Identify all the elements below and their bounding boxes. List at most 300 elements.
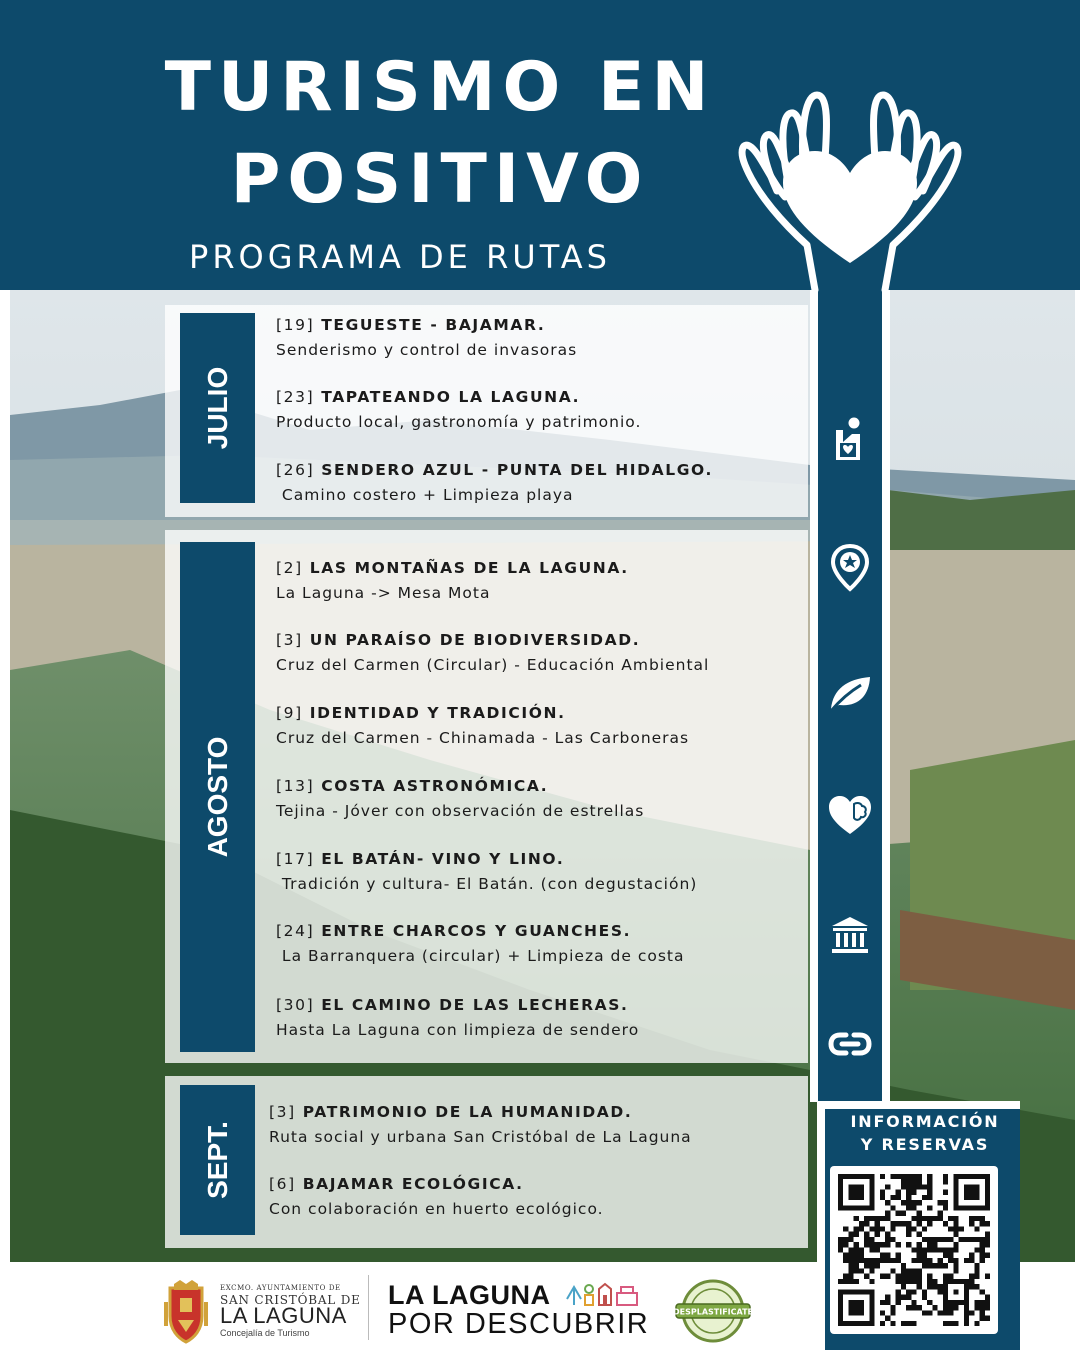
qr-module: [901, 1268, 906, 1273]
qr-module: [848, 1184, 864, 1200]
qr-module: [953, 1321, 958, 1326]
qr-module: [906, 1195, 911, 1200]
qr-module: [890, 1305, 895, 1310]
qr-module: [985, 1237, 990, 1242]
qr-module: [943, 1237, 948, 1242]
qr-module: [901, 1221, 906, 1226]
qr-module: [906, 1242, 911, 1247]
qr-module: [911, 1305, 916, 1310]
qr-module: [864, 1263, 869, 1268]
qr-module: [848, 1300, 864, 1316]
brand-line-1: LA LAGUNA: [388, 1280, 551, 1310]
title-line-2: POSITIVO: [230, 140, 650, 219]
page-title: [130, 42, 750, 226]
qr-module: [901, 1174, 906, 1179]
qr-module: [896, 1295, 901, 1300]
month-label-july: JULIO: [180, 313, 255, 503]
qr-module: [953, 1232, 958, 1237]
qr-module: [938, 1237, 943, 1242]
qr-module: [927, 1237, 932, 1242]
qr-module: [969, 1310, 974, 1315]
qr-module: [938, 1310, 943, 1315]
qr-module: [953, 1268, 958, 1273]
qr-module: [943, 1221, 948, 1226]
qr-module: [917, 1200, 922, 1205]
qr-module: [953, 1242, 958, 1247]
qr-module: [980, 1221, 985, 1226]
qr-module: [890, 1268, 895, 1273]
qr-module: [917, 1242, 922, 1247]
qr-module: [885, 1300, 890, 1305]
qr-module: [911, 1200, 916, 1205]
museum-icon: [818, 907, 882, 963]
qr-module: [901, 1284, 906, 1289]
qr-module: [896, 1190, 901, 1195]
qr-module: [906, 1274, 911, 1279]
route-item: [24] ENTRE CHARCOS Y GUANCHES. La Barranquera (circular) + Limpieza de costa: [276, 922, 685, 965]
qr-module: [969, 1221, 974, 1226]
qr-module: [943, 1310, 948, 1315]
qr-module: [875, 1226, 880, 1231]
qr-module: [890, 1321, 895, 1326]
qr-module: [980, 1247, 985, 1252]
cabildo-line-2: SAN CRISTÓBAL DE: [220, 1293, 361, 1307]
qr-module: [943, 1321, 948, 1326]
qr-module: [843, 1274, 848, 1279]
qr-module: [964, 1258, 969, 1263]
qr-module: [927, 1242, 932, 1247]
heart-brain-icon: [818, 788, 882, 844]
qr-module: [943, 1205, 948, 1210]
qr-module: [974, 1305, 979, 1310]
qr-module: [932, 1247, 937, 1252]
qr-module: [964, 1305, 969, 1310]
qr-module: [843, 1226, 848, 1231]
qr-module: [859, 1247, 864, 1252]
qr-module: [885, 1242, 890, 1247]
qr-module: [959, 1226, 964, 1231]
qr-code[interactable]: [830, 1166, 998, 1334]
badge-label: DESPLASTIFICATE: [672, 1307, 754, 1317]
qr-module: [864, 1232, 869, 1237]
route-item: [2] LAS MONTAÑAS DE LA LAGUNA. La Laguna -> Mesa Mota: [276, 559, 629, 602]
footer-divider: [368, 1275, 369, 1340]
page-subtitle: PROGRAMA DE RUTAS: [189, 238, 611, 276]
qr-module: [869, 1279, 874, 1284]
qr-module: [854, 1263, 859, 1268]
qr-module: [869, 1247, 874, 1252]
qr-module: [843, 1237, 848, 1242]
qr-module: [953, 1289, 958, 1294]
route-item: [13] COSTA ASTRONÓMICA. Tejina - Jóver con observación de estrellas: [276, 777, 645, 820]
cabildo-line-3: LA LAGUNA: [220, 1303, 347, 1328]
qr-module: [943, 1274, 948, 1279]
cabildo-line-1: EXCMO. AYUNTAMIENTO DE: [220, 1284, 341, 1292]
qr-module: [927, 1221, 932, 1226]
qr-module: [843, 1258, 848, 1263]
qr-module: [985, 1316, 990, 1321]
qr-module: [922, 1253, 927, 1258]
qr-module: [911, 1258, 916, 1263]
qr-module: [917, 1184, 922, 1189]
qr-module: [859, 1268, 864, 1273]
qr-module: [974, 1226, 979, 1231]
qr-module: [859, 1258, 864, 1263]
qr-module: [938, 1211, 943, 1216]
qr-module: [917, 1179, 922, 1184]
qr-module: [917, 1232, 922, 1237]
qr-module: [911, 1216, 916, 1221]
info-label: INFORMACIÓN Y RESERVAS: [850, 1112, 1000, 1154]
qr-module: [969, 1284, 974, 1289]
qr-module: [974, 1300, 979, 1305]
qr-module: [938, 1247, 943, 1252]
qr-module: [927, 1247, 932, 1252]
desplastificate-badge: [670, 1278, 756, 1344]
qr-module: [985, 1232, 990, 1237]
qr-module: [911, 1321, 916, 1326]
qr-module: [869, 1268, 874, 1273]
qr-module: [932, 1279, 937, 1284]
qr-module: [911, 1174, 916, 1179]
qr-module: [869, 1263, 874, 1268]
qr-module: [927, 1174, 932, 1179]
qr-module: [906, 1305, 911, 1310]
qr-module: [906, 1174, 911, 1179]
qr-module: [885, 1216, 890, 1221]
qr-module: [974, 1321, 979, 1326]
qr-module: [906, 1221, 911, 1226]
qr-module: [980, 1237, 985, 1242]
qr-module: [838, 1279, 843, 1284]
location-star-icon: [818, 540, 882, 596]
qr-module: [917, 1253, 922, 1258]
qr-module: [932, 1237, 937, 1242]
qr-module: [880, 1174, 885, 1179]
qr-module: [848, 1237, 853, 1242]
qr-module: [927, 1263, 932, 1268]
qr-module: [985, 1305, 990, 1310]
route-item: [6] BAJAMAR ECOLÓGICA. Con colaboración en huerto ecológico.: [269, 1175, 604, 1218]
qr-module: [896, 1253, 901, 1258]
route-item: [23] TAPATEANDO LA LAGUNA. Producto local, gastronomía y patrimonio.: [276, 388, 642, 431]
qr-module: [901, 1321, 906, 1326]
qr-module: [948, 1310, 953, 1315]
qr-module: [927, 1274, 932, 1279]
qr-module: [848, 1274, 853, 1279]
qr-module: [927, 1216, 932, 1221]
qr-module: [932, 1216, 937, 1221]
qr-module: [974, 1274, 979, 1279]
qr-module: [985, 1295, 990, 1300]
qr-module: [948, 1258, 953, 1263]
qr-module: [917, 1268, 922, 1273]
qr-module: [943, 1253, 948, 1258]
qr-module: [880, 1226, 885, 1231]
route-item: [30] EL CAMINO DE LAS LECHERAS. Hasta La Laguna con limpieza de sendero: [276, 996, 640, 1039]
qr-module: [922, 1310, 927, 1315]
qr-module: [875, 1263, 880, 1268]
month-label-september: SEPT.: [180, 1085, 255, 1235]
qr-module: [901, 1263, 906, 1268]
qr-module: [969, 1279, 974, 1284]
qr-module: [843, 1279, 848, 1284]
qr-module: [906, 1184, 911, 1189]
qr-module: [901, 1295, 906, 1300]
qr-module: [974, 1284, 979, 1289]
qr-module: [917, 1174, 922, 1179]
qr-module: [943, 1174, 948, 1179]
qr-module: [922, 1226, 927, 1231]
qr-module: [848, 1268, 853, 1273]
qr-module: [938, 1258, 943, 1263]
qr-module: [980, 1289, 985, 1294]
qr-module: [896, 1174, 901, 1179]
qr-module: [854, 1268, 859, 1273]
qr-module: [948, 1216, 953, 1221]
qr-module: [896, 1279, 901, 1284]
qr-module: [880, 1321, 885, 1326]
qr-module: [922, 1258, 927, 1263]
qr-module: [974, 1237, 979, 1242]
volunteer-icon: [818, 412, 882, 468]
qr-module: [869, 1216, 874, 1221]
qr-module: [848, 1263, 853, 1268]
brand-icons: [565, 1281, 641, 1311]
qr-module: [906, 1268, 911, 1273]
qr-module: [953, 1258, 958, 1263]
qr-module: [980, 1216, 985, 1221]
route-item: [3] PATRIMONIO DE LA HUMANIDAD. Ruta social y urbana San Cristóbal de La Laguna: [269, 1103, 692, 1146]
qr-module: [911, 1226, 916, 1231]
qr-module: [974, 1263, 979, 1268]
qr-module: [974, 1216, 979, 1221]
qr-module: [880, 1253, 885, 1258]
qr-module: [922, 1289, 927, 1294]
qr-module: [911, 1274, 916, 1279]
qr-module: [875, 1221, 880, 1226]
qr-module: [922, 1184, 927, 1189]
qr-module: [927, 1190, 932, 1195]
qr-module: [980, 1258, 985, 1263]
route-item: [9] IDENTIDAD Y TRADICIÓN. Cruz del Carmen - Chinamada - Las Carboneras: [276, 704, 690, 747]
qr-module: [854, 1226, 859, 1231]
qr-module: [927, 1310, 932, 1315]
qr-module: [843, 1253, 848, 1258]
qr-module: [911, 1190, 916, 1195]
cabildo-line-4: Concejalía de Turismo: [220, 1328, 310, 1338]
qr-module: [943, 1190, 948, 1195]
qr-module: [959, 1237, 964, 1242]
qr-module: [948, 1237, 953, 1242]
qr-module: [864, 1237, 869, 1242]
qr-module: [890, 1310, 895, 1315]
qr-module: [953, 1221, 958, 1226]
qr-module: [985, 1253, 990, 1258]
qr-module: [985, 1300, 990, 1305]
qr-module: [980, 1242, 985, 1247]
qr-module: [859, 1221, 864, 1226]
leaf-icon: [818, 665, 882, 721]
qr-module: [927, 1184, 932, 1189]
qr-module: [922, 1237, 927, 1242]
qr-module: [932, 1263, 937, 1268]
qr-module: [896, 1242, 901, 1247]
qr-module: [911, 1247, 916, 1252]
qr-module: [980, 1305, 985, 1310]
qr-module: [854, 1232, 859, 1237]
qr-module: [896, 1289, 901, 1294]
qr-module: [854, 1253, 859, 1258]
qr-module: [980, 1316, 985, 1321]
qr-module: [938, 1200, 943, 1205]
qr-module: [911, 1300, 916, 1305]
qr-module: [885, 1237, 890, 1242]
qr-module: [974, 1268, 979, 1273]
qr-module: [917, 1305, 922, 1310]
qr-module: [932, 1284, 937, 1289]
route-item: [17] EL BATÁN- VINO Y LINO. Tradición y cultura- El Batán. (con degustación): [276, 850, 698, 893]
qr-module: [932, 1305, 937, 1310]
qr-module: [927, 1284, 932, 1289]
qr-module: [901, 1211, 906, 1216]
qr-module: [896, 1221, 901, 1226]
qr-module: [948, 1274, 953, 1279]
qr-module: [896, 1274, 901, 1279]
qr-module: [885, 1232, 890, 1237]
qr-module: [906, 1321, 911, 1326]
qr-module: [880, 1310, 885, 1315]
qr-module: [848, 1232, 853, 1237]
qr-module: [854, 1279, 859, 1284]
qr-module: [880, 1242, 885, 1247]
qr-module: [917, 1284, 922, 1289]
qr-module: [848, 1279, 853, 1284]
qr-module: [896, 1258, 901, 1263]
qr-module: [969, 1216, 974, 1221]
qr-module: [927, 1279, 932, 1284]
qr-module: [917, 1279, 922, 1284]
qr-module: [980, 1310, 985, 1315]
qr-module: [896, 1211, 901, 1216]
september-panel: [165, 1076, 808, 1248]
title-line-1: TURISMO EN: [164, 48, 716, 127]
qr-module: [880, 1258, 885, 1263]
link-icon: [818, 1016, 882, 1072]
route-item: [3] UN PARAÍSO DE BIODIVERSIDAD. Cruz del Carmen (Circular) - Educación Ambiental: [276, 631, 710, 674]
qr-module: [880, 1300, 885, 1305]
qr-module: [838, 1242, 843, 1247]
qr-module: [880, 1190, 885, 1195]
qr-module: [859, 1253, 864, 1258]
qr-module: [901, 1274, 906, 1279]
qr-module: [922, 1295, 927, 1300]
qr-module: [869, 1237, 874, 1242]
qr-module: [938, 1289, 943, 1294]
qr-module: [964, 1237, 969, 1242]
qr-module: [906, 1190, 911, 1195]
qr-module: [964, 1184, 980, 1200]
qr-module: [906, 1200, 911, 1205]
qr-module: [901, 1200, 906, 1205]
qr-module: [943, 1305, 948, 1310]
qr-module: [932, 1242, 937, 1247]
qr-module: [864, 1221, 869, 1226]
qr-module: [974, 1247, 979, 1252]
month-label-august: AGOSTO: [180, 542, 255, 1052]
qr-module: [911, 1179, 916, 1184]
qr-module: [927, 1179, 932, 1184]
qr-module: [911, 1184, 916, 1189]
qr-module: [969, 1274, 974, 1279]
qr-module: [911, 1279, 916, 1284]
qr-module: [948, 1226, 953, 1231]
qr-module: [890, 1221, 895, 1226]
qr-module: [890, 1226, 895, 1231]
qr-module: [901, 1184, 906, 1189]
qr-module: [869, 1226, 874, 1231]
qr-module: [948, 1321, 953, 1326]
qr-module: [885, 1258, 890, 1263]
qr-module: [922, 1263, 927, 1268]
qr-module: [922, 1195, 927, 1200]
qr-module: [875, 1216, 880, 1221]
qr-module: [880, 1274, 885, 1279]
qr-module: [848, 1247, 853, 1252]
coat-of-arms-logo: [160, 1280, 212, 1348]
qr-module: [969, 1258, 974, 1263]
qr-module: [927, 1205, 932, 1210]
qr-module: [938, 1216, 943, 1221]
hands-heart-icon: [735, 85, 965, 300]
qr-module: [864, 1242, 869, 1247]
qr-module: [885, 1295, 890, 1300]
qr-module: [854, 1247, 859, 1252]
qr-module: [875, 1242, 880, 1247]
qr-module: [948, 1247, 953, 1252]
qr-module: [906, 1279, 911, 1284]
qr-module: [948, 1305, 953, 1310]
qr-module: [854, 1242, 859, 1247]
qr-module: [953, 1305, 958, 1310]
qr-module: [890, 1205, 895, 1210]
qr-module: [943, 1179, 948, 1184]
qr-module: [953, 1216, 958, 1221]
qr-module: [943, 1247, 948, 1252]
qr-module: [943, 1263, 948, 1268]
qr-module: [917, 1221, 922, 1226]
qr-module: [880, 1195, 885, 1200]
qr-module: [875, 1232, 880, 1237]
qr-module: [859, 1226, 864, 1231]
qr-module: [927, 1195, 932, 1200]
qr-module: [964, 1310, 969, 1315]
qr-module: [917, 1211, 922, 1216]
qr-module: [843, 1242, 848, 1247]
qr-module: [875, 1247, 880, 1252]
qr-module: [890, 1258, 895, 1263]
qr-module: [964, 1316, 969, 1321]
qr-module: [917, 1216, 922, 1221]
qr-module: [885, 1200, 890, 1205]
route-item: [26] SENDERO AZUL - PUNTA DEL HIDALGO. Camino costero + Limpieza playa: [276, 461, 713, 504]
qr-module: [938, 1284, 943, 1289]
qr-module: [911, 1205, 916, 1210]
qr-module: [917, 1274, 922, 1279]
qr-module: [864, 1216, 869, 1221]
qr-module: [864, 1258, 869, 1263]
qr-module: [869, 1242, 874, 1247]
